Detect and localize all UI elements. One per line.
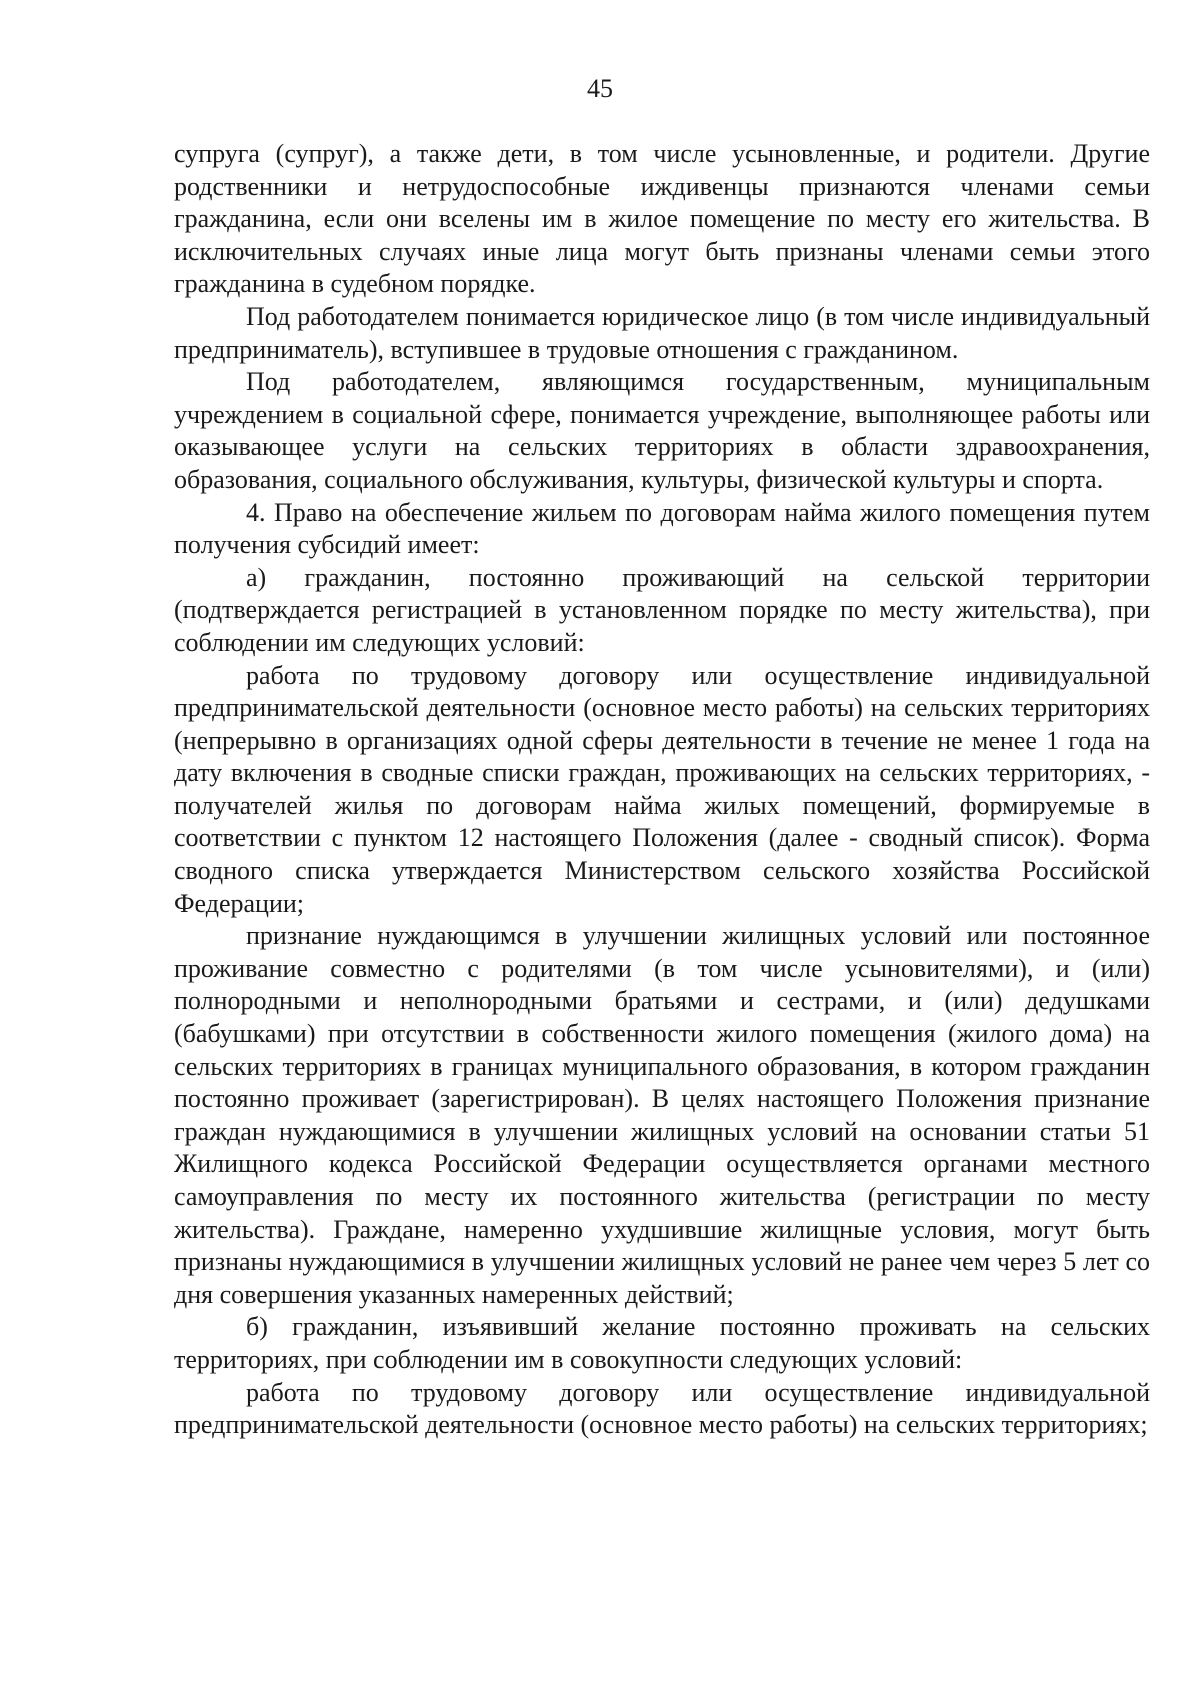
- paragraph-family-members-continued: супруга (супруг), а также дети, в том числе усыновленные, и родители. Другие родственники и нетрудоспособные иждивенцы признаются членами семьи гражданина, если они вселены им в жилое помещение по месту его жительства. В исключительных случаях иные лица могут быть признаны членами семьи этого гражданина в судебном порядке.: [174, 139, 1150, 299]
- paragraph-item-b: б) гражданин, изъявивший желание постоянно проживать на сельских территориях, при соблюдении им в совокупности следующих условий:: [174, 1312, 1150, 1374]
- paragraph-item-b-employment-condition: работа по трудовому договору или осуществление индивидуальной предпринимательской деятельности (основное место работы) на сельских территориях;: [174, 1377, 1150, 1440]
- paragraph-item-a-housing-condition: признание нуждающимся в улучшении жилищных условий или постоянное проживание совместно с родителями (в том числе усыновителями), и (или) полнородными и неполнородными братьями и сестрами, и (или) дедушками (бабушками) при отсутствии в собственности жилого помещения (жилого дома) на сельских территориях в границах муниципального образования, в котором гражданин постоянно проживает (зарегистрирован). В целях настоящего Положения признание граждан нуждающимися в улучшении жилищных условий на основании статьи 51 Жилищного кодекса Российской Федерации осуществляется органами местного самоуправления по месту их постоянного жительства (регистрации по месту жительства). Граждане, намеренно ухудшившие жилищные условия, могут быть признаны нуждающимися в улучшении жилищных условий не ранее чем через 5 лет со дня совершения указанных намеренных действий;: [174, 921, 1150, 1309]
- document-body: [174, 138, 1150, 1442]
- paragraph-item-a-employment-condition: работа по трудовому договору или осуществление индивидуальной предпринимательской деятельности (основное место работы) на сельских территориях (непрерывно в организациях одной сферы деятельности в течение не менее 1 года на дату включения в сводные списки граждан, проживающих на сельских территориях, - получателей жилья по договорам найма жилых помещений, формируемые в соответствии с пунктом 12 настоящего Положения (далее - сводный список). Форма сводного списка утверждается Министерством сельского хозяйства Российской Федерации;: [174, 660, 1150, 918]
- paragraph-public-employer-definition: Под работодателем, являющимся государственным, муниципальным учреждением в социальной сфере, понимается учреждение, выполняющее работы или оказывающее услуги на сельских территориях в области здравоохранения, образования, социального обслуживания, культуры, физической культуры и спорта.: [174, 367, 1150, 494]
- paragraph-employer-definition: Под работодателем понимается юридическое лицо (в том числе индивидуальный предприниматель), вступившее в трудовые отношения с гражданином.: [174, 301, 1150, 364]
- paragraph-item-a: а) гражданин, постоянно проживающий на сельской территории (подтверждается регистрацией в установленном порядке по месту жительства), при соблюдении им следующих условий:: [174, 562, 1150, 657]
- paragraph-section-4-right: 4. Право на обеспечение жильем по договорам найма жилого помещения путем получения субсидий имеет:: [174, 497, 1150, 560]
- page-number: 45: [587, 74, 613, 103]
